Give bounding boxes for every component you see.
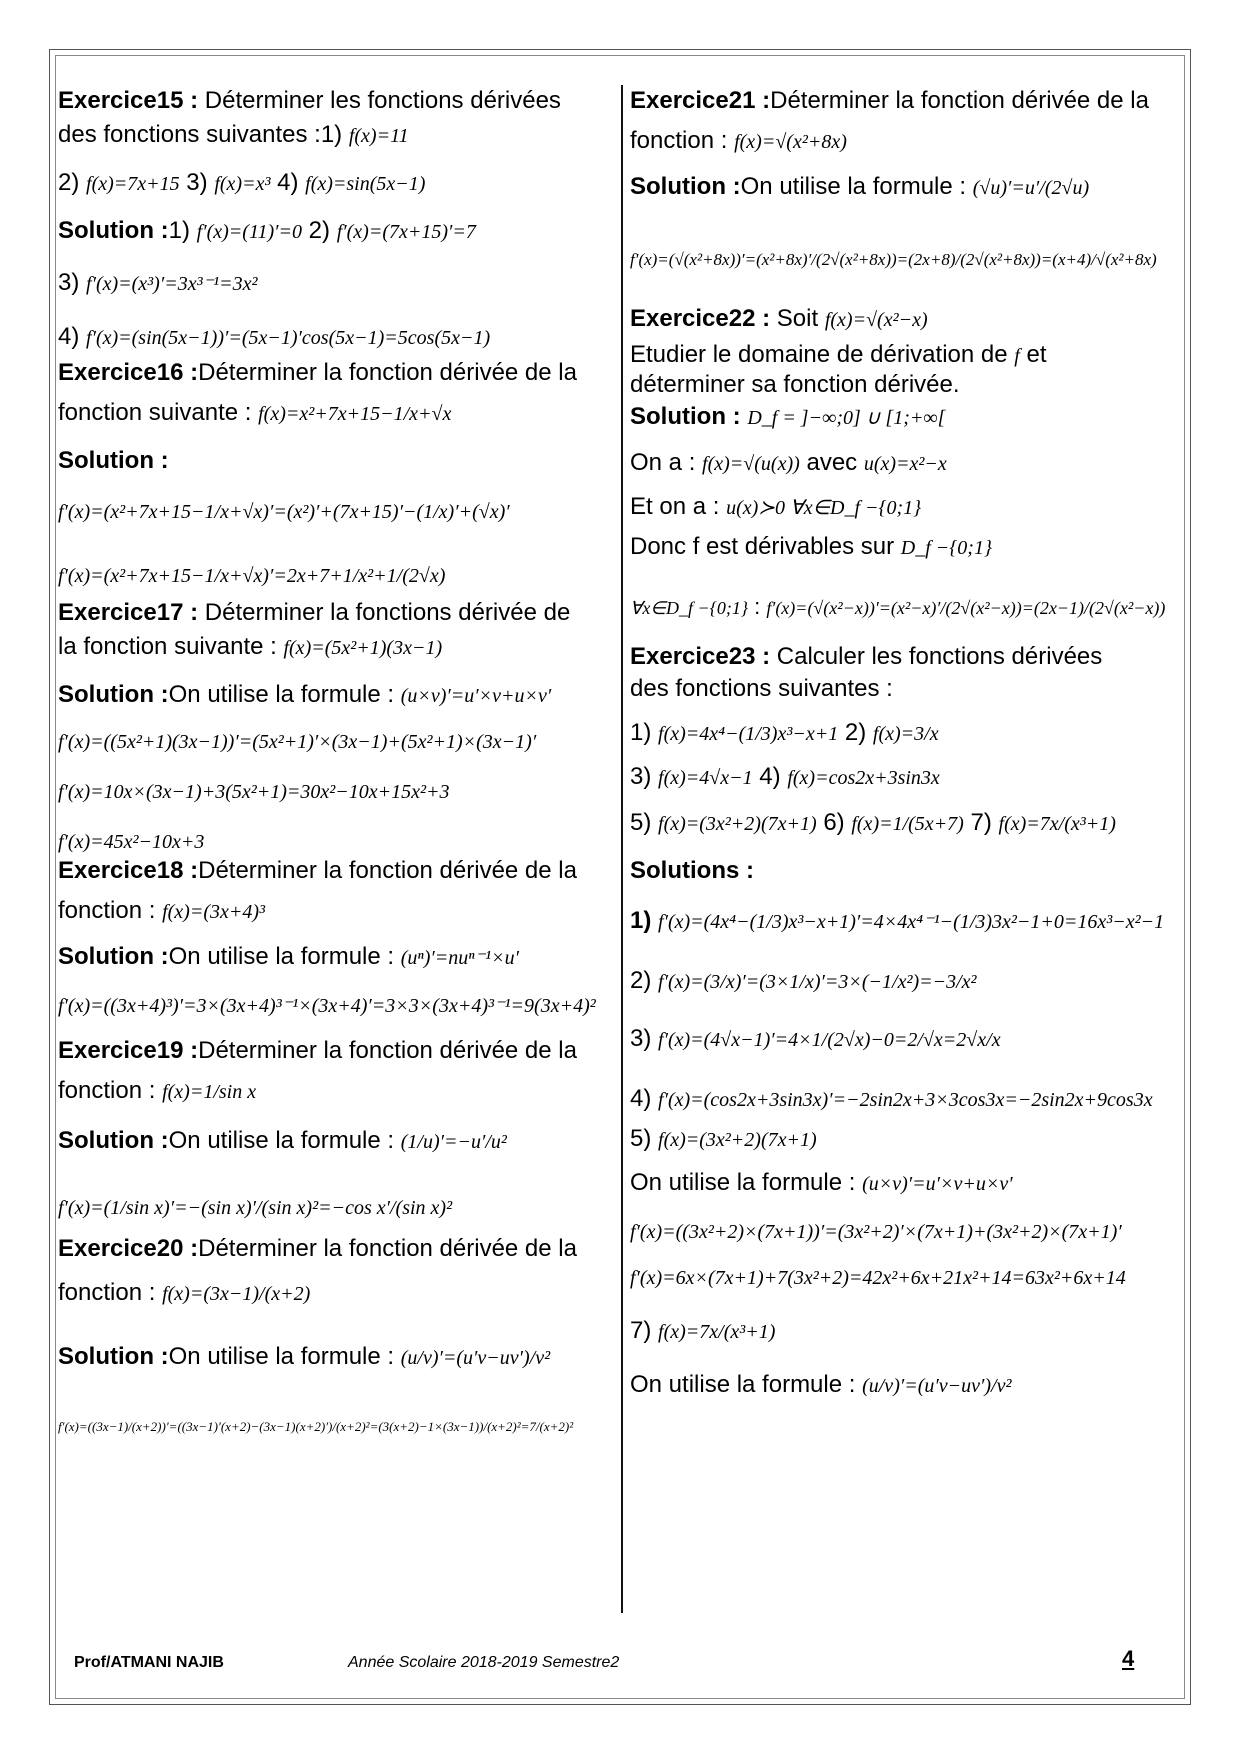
- math-formula: D_f = ]−∞;0] ∪ [1;+∞[: [747, 407, 946, 429]
- left-line: [58, 776, 449, 807]
- math-formula: f′(x)=45x²−10x+3: [58, 831, 205, 853]
- line-text: fonction :: [58, 897, 163, 924]
- line-text: avec: [799, 449, 864, 476]
- math-formula: f(x)=√(x²−x): [824, 309, 928, 331]
- right-line: [630, 402, 945, 433]
- math-formula: f(x)=√(u(x)): [702, 453, 800, 475]
- right-line: [630, 370, 960, 400]
- exercise-heading: Exercice16 :: [58, 359, 199, 386]
- line-text: 5): [630, 809, 659, 836]
- line-text: Déterminer la fonction dérivée de la: [198, 857, 577, 884]
- line-text: Déterminer la fonctions dérivée de: [198, 599, 571, 626]
- math-formula: f′(x)=6x×(7x+1)+7(3x²+2)=42x²+6x+21x²+14=63x²+6x+14: [630, 1267, 1126, 1289]
- math-formula: f(x)=cos2x+3sin3x: [787, 767, 940, 789]
- line-text: 3): [179, 169, 215, 196]
- math-formula: f′(x)=(11)′=0: [196, 221, 302, 243]
- line-text: Et on a :: [630, 493, 727, 520]
- line-text: Déterminer la fonction dérivée de la: [198, 1037, 577, 1064]
- right-line: [630, 906, 1164, 937]
- line-text: déterminer sa fonction dérivée.: [630, 371, 960, 398]
- exercise-heading: Solution :: [58, 1343, 169, 1370]
- right-line: [630, 126, 847, 157]
- math-formula: f(x)=(3x+4)³: [162, 901, 266, 923]
- right-line: [630, 1124, 817, 1155]
- math-formula: f′(x)=(x²+7x+15−1/x+√x)′=2x+7+1/x²+1/(2√x): [58, 565, 446, 587]
- math-formula: f(x)=7x/(x³+1): [658, 1321, 776, 1343]
- right-line: [630, 244, 1157, 275]
- line-text: fonction :: [58, 1077, 163, 1104]
- exercise-heading: Exercice19 :: [58, 1037, 199, 1064]
- exercise-heading: Exercice15 :: [58, 87, 199, 114]
- math-formula: f(x)=1/(5x+7): [851, 813, 964, 835]
- right-line: [630, 966, 977, 997]
- line-text: 1): [630, 719, 659, 746]
- right-line: [630, 86, 1149, 116]
- line-text: 4): [270, 169, 306, 196]
- line-text: 3): [630, 763, 659, 790]
- line-text: 7): [630, 1317, 659, 1344]
- page-number: 4: [1122, 1646, 1135, 1671]
- left-line: [58, 1126, 507, 1157]
- footer-school-year: Année Scolaire 2018-2019 Semestre2: [348, 1654, 620, 1671]
- line-text: des fonctions suivantes :: [630, 675, 893, 702]
- line-text: 2): [838, 719, 873, 746]
- line-text: 3): [58, 269, 87, 296]
- math-formula: f′(x)=(4x⁴−(1/3)x³−x+1)′=4×4x⁴⁻¹−(1/3)3x²−1+0=16x³−x²−1: [658, 911, 1165, 933]
- column-divider: [621, 85, 623, 1613]
- line-text: 2): [630, 967, 659, 994]
- line-text: 5): [630, 1125, 659, 1152]
- line-text: 4): [58, 323, 87, 350]
- right-line: [630, 808, 1116, 839]
- right-line: [630, 1216, 1122, 1247]
- line-text: On a :: [630, 449, 703, 476]
- line-text: fonction :: [58, 1279, 163, 1306]
- line-text: fonction suivante :: [58, 399, 259, 426]
- line-text: Etudier le domaine de dérivation de: [630, 341, 1015, 368]
- left-line: [58, 168, 425, 199]
- math-formula: f(x)=(5x²+1)(3x−1): [283, 637, 443, 659]
- left-line: [58, 726, 536, 757]
- left-line: [58, 896, 265, 927]
- right-line: [630, 642, 1102, 672]
- line-text: des fonctions suivantes :1): [58, 121, 349, 148]
- exercise-heading: Solution :: [58, 943, 169, 970]
- left-line: [58, 496, 510, 527]
- line-text: On utilise la formule :: [168, 1127, 401, 1154]
- right-line: [630, 492, 921, 523]
- right-line: [630, 762, 940, 793]
- math-formula: f′(x)=((3x²+2)×(7x+1))′=(3x²+2)′×(7x+1)+(3x²+2)×(7x+1)′: [630, 1221, 1122, 1243]
- right-line: [630, 856, 754, 886]
- math-formula: (u/v)′=(u′v−uv′)/v²: [400, 1347, 551, 1369]
- left-line: [58, 1278, 310, 1309]
- line-text: Donc f est dérivables sur: [630, 533, 901, 560]
- line-text: 3): [630, 1025, 659, 1052]
- exercise-heading: Exercice20 :: [58, 1235, 199, 1262]
- math-formula: f(x)=sin(5x−1): [305, 173, 426, 195]
- right-line: [630, 1262, 1126, 1293]
- left-line: [58, 598, 570, 628]
- line-text: :: [748, 594, 767, 619]
- math-formula: f′(x)=(√(x²−x))′=(x²−x)′/(2√(x²−x))=(2x−1)/(2√(x²−x)): [766, 598, 1166, 618]
- line-text: On utilise la formule :: [168, 681, 401, 708]
- left-line: [58, 1192, 452, 1223]
- left-line: [58, 398, 451, 429]
- math-formula: f(x)=7x+15: [86, 173, 180, 195]
- left-line: [58, 1342, 550, 1373]
- math-formula: f(x)=3/x: [872, 723, 939, 745]
- exercise-heading: Exercice18 :: [58, 857, 199, 884]
- right-line: [630, 1370, 1011, 1401]
- math-formula: f(x)=(3x²+2)(7x+1): [658, 1129, 817, 1151]
- math-formula: f′(x)=(1/sin x)′=−(sin x)′/(sin x)²=−cos x′/(sin x)²: [58, 1197, 453, 1219]
- math-formula: f(x)=x³: [214, 173, 271, 195]
- math-formula: (√u)′=u′/(2√u): [972, 177, 1090, 199]
- math-formula: f(x)=√(x²+8x): [734, 131, 847, 153]
- line-text: On utilise la formule :: [630, 1371, 863, 1398]
- math-formula: (uⁿ)′=nuⁿ⁻¹×u′: [400, 947, 519, 969]
- math-formula: u(x)=x²−x: [863, 453, 947, 475]
- line-text: On utilise la formule :: [740, 173, 973, 200]
- line-text: On utilise la formule :: [168, 1343, 401, 1370]
- right-line: [630, 1024, 1001, 1055]
- right-line: [630, 1084, 1153, 1115]
- math-formula: f′(x)=((5x²+1)(3x−1))′=(5x²+1)′×(3x−1)+(5x²+1)×(3x−1)′: [58, 731, 537, 753]
- line-text: Déterminer la fonction dérivée de la: [770, 87, 1149, 114]
- left-line: [58, 942, 519, 973]
- math-formula: f′(x)=(x³)′=3x³⁻¹=3x²: [86, 273, 258, 295]
- line-text: 1): [168, 217, 197, 244]
- line-text: 7): [963, 809, 999, 836]
- right-line: [630, 1168, 1013, 1199]
- right-line: [630, 340, 1047, 371]
- exercise-heading: Solution :: [58, 217, 169, 244]
- exercise-heading: 1): [630, 907, 659, 934]
- line-text: On utilise la formule :: [630, 1169, 863, 1196]
- math-formula: f′(x)=(3/x)′=(3×1/x)′=3×(−1/x²)=−3/x²: [658, 971, 977, 993]
- right-line: [630, 674, 893, 704]
- left-line: [58, 560, 445, 591]
- math-formula: u(x)≻0 ∀x∈D_f −{0;1}: [726, 497, 922, 519]
- right-line: [630, 532, 992, 563]
- right-line: [630, 592, 1165, 623]
- exercise-heading: Exercice23 :: [630, 643, 771, 670]
- exercise-heading: Exercice21 :: [630, 87, 771, 114]
- math-formula: ∀x∈D_f −{0;1}: [630, 598, 749, 618]
- line-text: Soit: [770, 305, 825, 332]
- math-formula: f′(x)=10x×(3x−1)+3(5x²+1)=30x²−10x+15x²+3: [58, 781, 450, 803]
- line-text: 6): [816, 809, 852, 836]
- left-line: [58, 120, 409, 151]
- math-formula: f(x)=(3x²+2)(7x+1): [658, 813, 817, 835]
- math-formula: f(x)=11: [348, 125, 409, 147]
- exercise-heading: Solution :: [630, 173, 741, 200]
- exercise-heading: Solutions :: [630, 857, 754, 884]
- math-formula: f(x)=x²+7x+15−1/x+√x: [258, 403, 452, 425]
- exercise-heading: Solution :: [58, 681, 169, 708]
- line-text: Déterminer la fonction dérivée de la: [198, 359, 577, 386]
- line-text: Déterminer les fonctions dérivées: [198, 87, 561, 114]
- line-text: et: [1019, 341, 1047, 368]
- math-formula: f′(x)=(√(x²+8x))′=(x²+8x)′/(2√(x²+8x))=(2x+8)/(2√(x²+8x))=(x+4)/√(x²+8x): [630, 250, 1157, 269]
- math-formula: (1/u)′=−u′/u²: [400, 1131, 507, 1153]
- left-line: [58, 358, 577, 388]
- math-formula: f′(x)=(x²+7x+15−1/x+√x)′=(x²)′+(7x+15)′−(1/x)′+(√x)′: [58, 501, 510, 523]
- line-text: 4): [630, 1085, 659, 1112]
- line-text: fonction :: [630, 127, 735, 154]
- left-line: [58, 856, 577, 886]
- left-line: [58, 990, 596, 1021]
- line-text: 2): [58, 169, 87, 196]
- line-text: Calculer les fonctions dérivées: [770, 643, 1103, 670]
- math-formula: f(x)=4√x−1: [658, 767, 753, 789]
- math-formula: f(x)=(3x−1)/(x+2): [162, 1283, 311, 1305]
- math-formula: f: [1014, 345, 1020, 367]
- right-line: [630, 718, 939, 749]
- right-line: [630, 304, 928, 335]
- left-line: [58, 268, 258, 299]
- math-formula: (u×v)′=u′×v+u×v′: [862, 1173, 1013, 1195]
- left-line: [58, 322, 490, 353]
- right-line: [630, 1316, 775, 1347]
- footer-author: Prof/ATMANI NAJIB: [74, 1654, 224, 1671]
- left-line: [58, 826, 204, 857]
- left-line: [58, 86, 561, 116]
- left-line: [58, 446, 169, 476]
- math-formula: f′(x)=((3x−1)/(x+2))′=((3x−1)′(x+2)−(3x−1)(x+2)′)/(x+2)²=(3(x+2)−1×(3x−1))/(x+2)²=7/(x+2)²: [58, 1419, 574, 1434]
- math-formula: f′(x)=(7x+15)′=7: [336, 221, 476, 243]
- left-line: [58, 216, 476, 247]
- math-formula: f(x)=4x⁴−(1/3)x³−x+1: [658, 723, 839, 745]
- math-formula: f′(x)=(4√x−1)′=4×1/(2√x)−0=2/√x=2√x/x: [658, 1029, 1001, 1051]
- right-line: [630, 448, 947, 479]
- math-formula: f(x)=1/sin x: [162, 1081, 257, 1103]
- math-formula: f′(x)=((3x+4)³)′=3×(3x+4)³⁻¹×(3x+4)′=3×3×(3x+4)³⁻¹=9(3x+4)²: [58, 995, 596, 1017]
- line-text: 2): [302, 217, 337, 244]
- math-formula: (u/v)′=(u′v−uv′)/v²: [862, 1375, 1012, 1397]
- line-text: On utilise la formule :: [168, 943, 401, 970]
- math-formula: f′(x)=(sin(5x−1))′=(5x−1)′cos(5x−1)=5cos(5x−1): [86, 327, 491, 349]
- math-formula: f′(x)=(cos2x+3sin3x)′=−2sin2x+3×3cos3x=−2sin2x+9cos3x: [658, 1089, 1153, 1111]
- line-text: Déterminer la fonction dérivée de la: [198, 1235, 577, 1262]
- exercise-heading: Solution :: [58, 1127, 169, 1154]
- left-line: [58, 1412, 573, 1442]
- left-line: [58, 1234, 577, 1264]
- math-formula: f(x)=7x/(x³+1): [998, 813, 1116, 835]
- exercise-heading: Solution :: [58, 447, 169, 474]
- exercise-heading: Solution :: [630, 403, 741, 430]
- left-line: [58, 1076, 256, 1107]
- line-text: 4): [752, 763, 788, 790]
- math-formula: (u×v)′=u′×v+u×v′: [400, 685, 552, 707]
- math-formula: D_f −{0;1}: [900, 537, 992, 559]
- exercise-heading: Exercice17 :: [58, 599, 199, 626]
- left-line: [58, 632, 442, 663]
- left-line: [58, 680, 551, 711]
- right-line: [630, 172, 1089, 203]
- exercise-heading: Exercice22 :: [630, 305, 771, 332]
- line-text: la fonction suivante :: [58, 633, 284, 660]
- left-line: [58, 1036, 577, 1066]
